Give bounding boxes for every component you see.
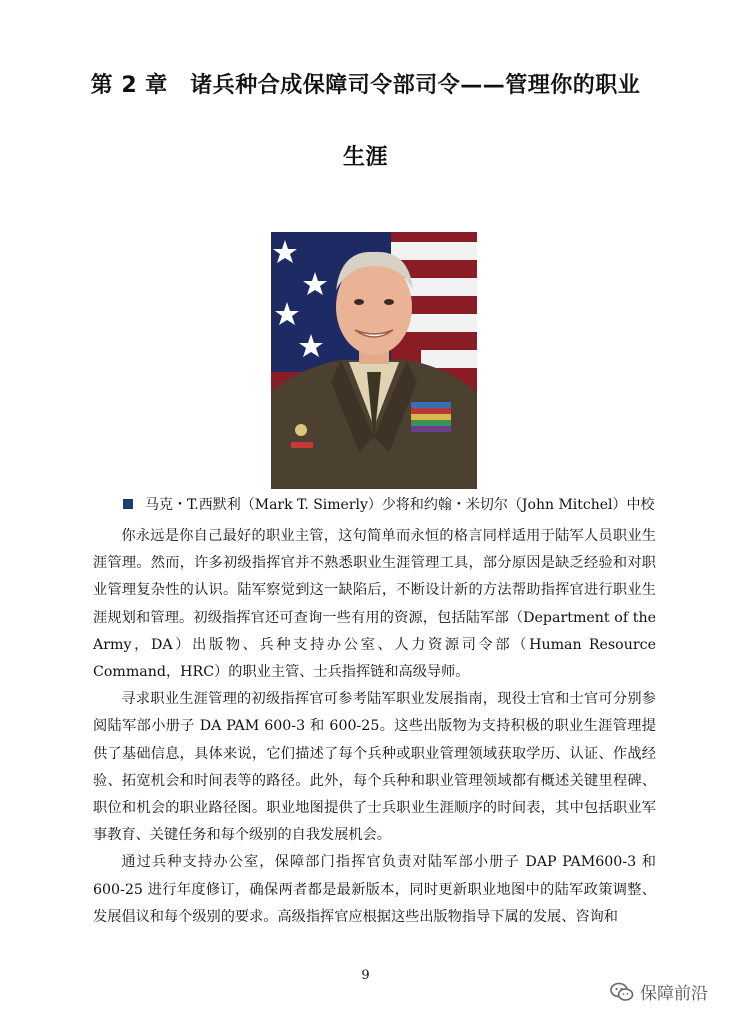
watermark-text: 保障前沿 [640,984,708,1004]
chapter-title-line1: 第 2 章 诸兵种合成保障司令部司令——管理你的职业 [90,73,641,98]
paragraph: 寻求职业生涯管理的初级指挥官可参考陆军职业发展指南，现役士官和士官可分别参阅陆军部小册子 DA PAM 600-3 和 600-25。这些出版物为支持积极的职业生涯管理提供了基础信息，具体来说，它们描述了每个兵种或职业管理领域获取学历、认证、作战经验、拓宽机会和时间表等的路径。此外，每个兵种和职业管理领域都有概述关键里程碑、职位和机会的职业路径图。职业地图提供了士兵职业生涯顺序的时间表，其中包括职业军事教育、关键任务和每个级别的自我发展机会。 [93,691,656,844]
watermark [610,979,708,1004]
chapter-title-line2: 生涯 [342,145,388,170]
body-text [93,523,656,931]
wechat-icon [610,981,634,1003]
portrait-illustration [271,232,477,489]
portrait-photo [271,232,477,489]
paragraph: 通过兵种支持办公室，保障部门指挥官负责对陆军部小册子 DAP PAM600-3 和 600-25 进行年度修订，确保两者都是最新版本，同时更新职业地图中的陆军政策调整、发展倡议和每个级别的要求。高级指挥官应根据这些出版物指导下属的发展、咨询和 [93,854,656,925]
page-number: 9 [361,968,370,983]
caption-text: 马克・T.西默利（Mark T. Simerly）少将和约翰・米切尔（John Mitchel）中校 [145,497,655,513]
photo-caption [123,495,655,515]
paragraph: 你永远是你自己最好的职业主管，这句简单而永恒的格言同样适用于陆军人员职业生涯管理。然而，许多初级指挥官并不熟悉职业生涯管理工具，部分原因是缺乏经验和对职业管理复杂性的认识。陆军察觉到这一缺陷后，不断设计新的方法帮助指挥官进行职业生涯规划和管理。初级指挥官还可查询一些有用的资源，包括陆军部（Department of the Army，DA）出版物、兵种支持办公室、人力资源司令部（Human Resource Command，HRC）的职业主管、士兵指挥链和高级导师。 [93,528,656,681]
caption-marker-icon [123,499,133,509]
